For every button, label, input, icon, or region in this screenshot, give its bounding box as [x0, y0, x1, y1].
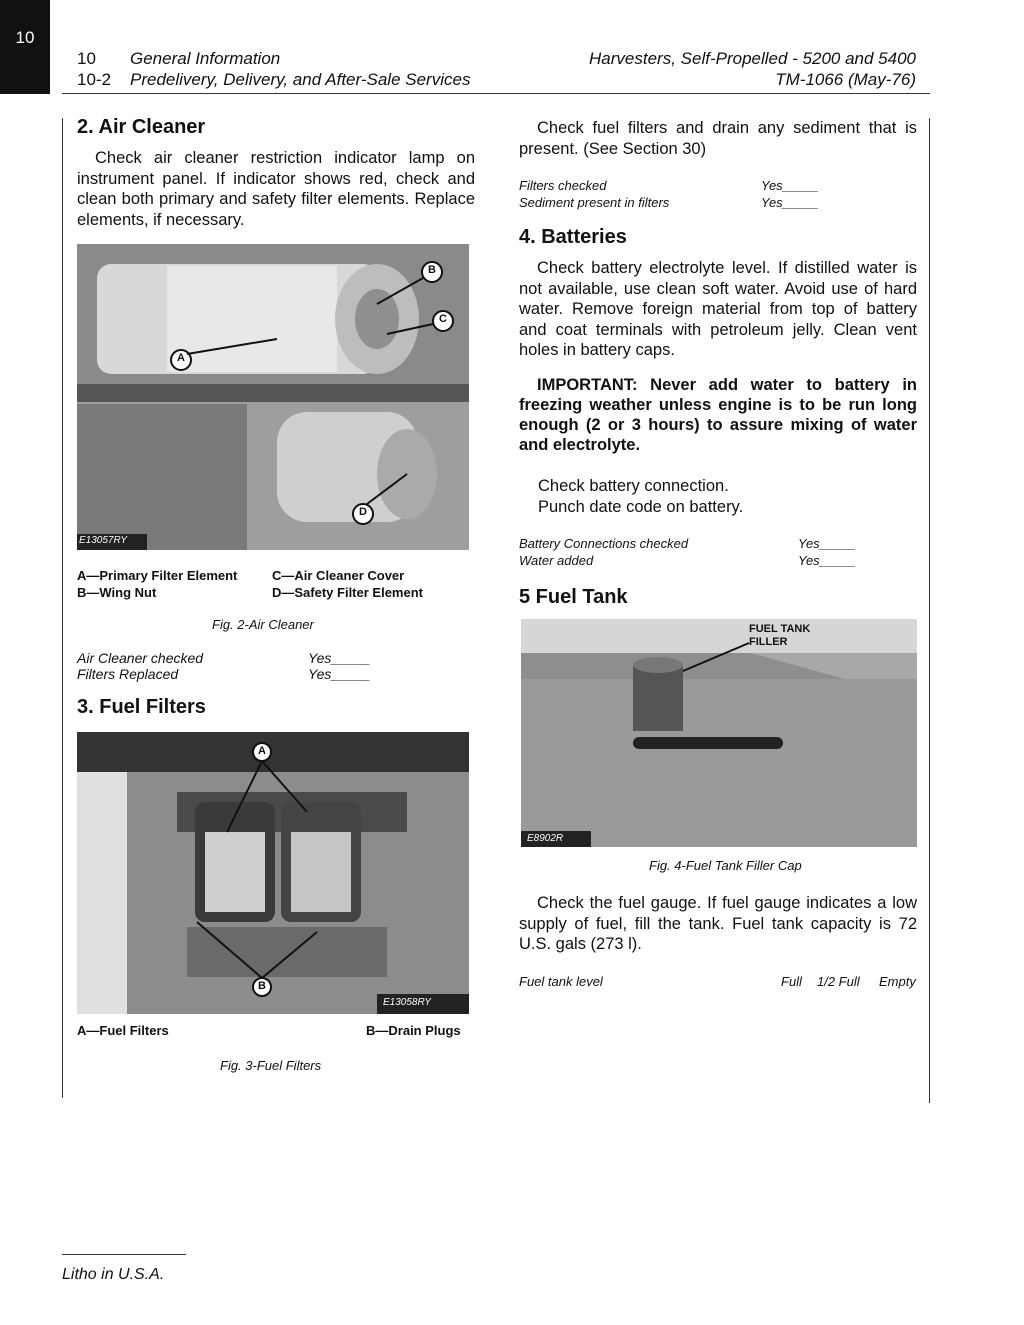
- legend-d: D—Safety Filter Element: [272, 585, 423, 600]
- battery-line-1: Check battery connection.: [538, 477, 729, 495]
- header-product: Harvesters, Self-Propelled - 5200 and 5400: [589, 49, 916, 68]
- air-cleaner-photo: [77, 244, 469, 550]
- fig2-caption: Fig. 2-Air Cleaner: [212, 617, 314, 632]
- fuel-tank-photo: [521, 619, 917, 847]
- check-label: Filters Replaced: [77, 666, 179, 682]
- legend-b: B—Wing Nut: [77, 585, 157, 600]
- batteries-heading: 4. Batteries: [519, 226, 627, 248]
- fuel-filters-body: Check fuel filters and drain any sediment that is present. (See Section 30): [519, 119, 917, 158]
- photo-code: E13058RY: [383, 997, 431, 1008]
- label-b: B: [258, 980, 266, 992]
- battery-line-2: Punch date code on battery.: [538, 498, 744, 516]
- label-a: A: [177, 352, 185, 364]
- header-section-title: General Information: [130, 49, 281, 68]
- check-label: Air Cleaner checked: [77, 650, 204, 666]
- fuel-filters-photo: [77, 732, 469, 1014]
- check-label: Filters checked: [519, 178, 607, 193]
- label-c: C: [439, 313, 447, 325]
- header-rule: [62, 93, 930, 94]
- check-answer: Yes_____: [308, 650, 371, 666]
- air-cleaner-heading: 2. Air Cleaner: [77, 116, 206, 138]
- fuel-level-label: Fuel tank level: [519, 974, 603, 989]
- legend-a: A—Fuel Filters: [77, 1023, 169, 1038]
- check-answer: Yes_____: [761, 178, 819, 193]
- right-margin-rule: [929, 118, 930, 1103]
- fuel-tank-heading: 5 Fuel Tank: [519, 586, 628, 608]
- header-manual: TM-1066 (May-76): [775, 70, 916, 89]
- check-label: Water added: [519, 553, 594, 568]
- important-note: IMPORTANT: Never add water to battery in freezing weather unless engine is to be run long enough (2 or 3 hours) to assure mixing of water and electrolyte.: [519, 376, 917, 454]
- check-answer: Yes_____: [798, 536, 856, 551]
- header-page-num: 10-2: [77, 70, 112, 89]
- legend-c: C—Air Cleaner Cover: [272, 568, 405, 583]
- batteries-body: Check battery electrolyte level. If distilled water is not available, use clean soft water. Avoid use of hard water. Remove foreign material from top of battery and coat terminals with petroleum jelly. Clean vent holes in battery caps.: [519, 259, 917, 359]
- photo-code: E13057RY: [79, 535, 127, 546]
- photo-code: E8902R: [527, 833, 564, 844]
- air-cleaner-body: Check air cleaner restriction indicator lamp on instrument panel. If indicator shows red, check and clean both primary and safety filter elements. Replace elements, if necessary.: [77, 149, 475, 229]
- left-margin-rule: [62, 118, 63, 1098]
- header-section-num: 10: [77, 49, 96, 68]
- chapter-tab: 10: [0, 0, 50, 94]
- fig4-caption: Fig. 4-Fuel Tank Filler Cap: [649, 858, 802, 873]
- fuel-level-option: Empty: [879, 974, 916, 989]
- footer-rule: [62, 1254, 186, 1255]
- label-a: A: [258, 745, 266, 757]
- footer-text: Litho in U.S.A.: [62, 1266, 165, 1283]
- fuel-filters-heading: 3. Fuel Filters: [77, 696, 206, 718]
- label-d: D: [359, 506, 367, 518]
- fig3-caption: Fig. 3-Fuel Filters: [220, 1058, 322, 1073]
- check-answer: Yes_____: [761, 195, 819, 210]
- legend-a: A—Primary Filter Element: [77, 568, 238, 583]
- check-label: Sediment present in filters: [519, 195, 670, 210]
- fuel-level-option: 1/2 Full: [817, 974, 860, 989]
- legend-b: B—Drain Plugs: [366, 1023, 461, 1038]
- header-page-title: Predelivery, Delivery, and After-Sale Services: [130, 70, 471, 89]
- photo-label: FUEL TANK FILLER: [749, 623, 811, 648]
- check-label: Battery Connections checked: [519, 536, 689, 551]
- fuel-tank-body: Check the fuel gauge. If fuel gauge indicates a low supply of fuel, fill the tank. Fuel tank capacity is 72 U.S. gals (273 l).: [519, 894, 917, 953]
- check-answer: Yes_____: [308, 666, 371, 682]
- check-answer: Yes_____: [798, 553, 856, 568]
- fuel-level-option: Full: [781, 974, 802, 989]
- label-b: B: [428, 264, 436, 276]
